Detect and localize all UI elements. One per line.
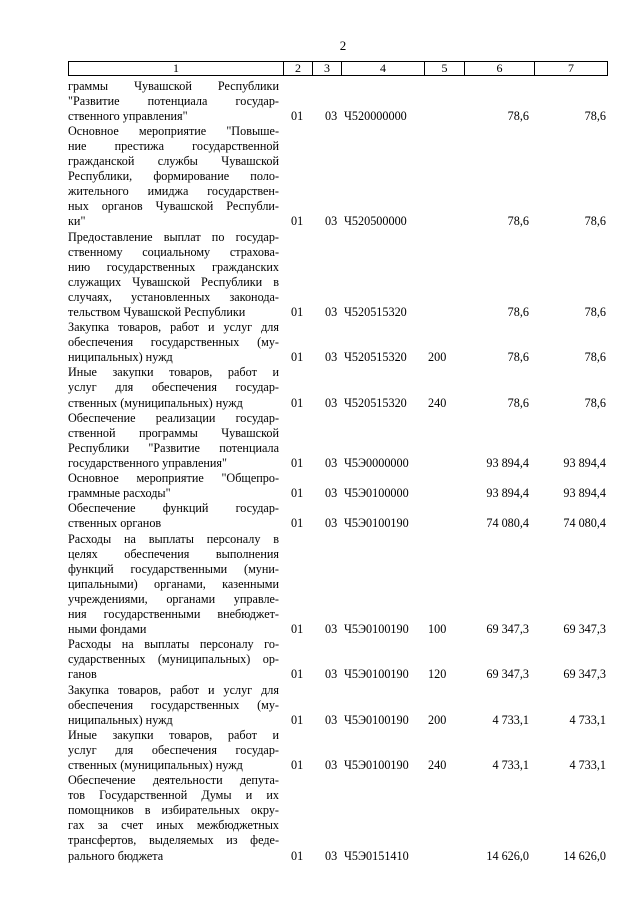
table-row [68,728,608,773]
description-line: целях обеспечения выполнения [68,546,279,561]
cell-col-2: 01 [291,516,304,531]
description-line: ния государственными внебюджет- [68,606,279,621]
description-line: нию государственных гражданских [68,259,279,274]
row-description [68,637,279,682]
cell-col-6: 78,6 [507,350,529,365]
cell-col-2: 01 [291,214,304,229]
cell-col-6: 4 733,1 [492,758,529,773]
description-line: Обеспечение деятельности депута- [68,773,279,788]
row-description [68,230,279,321]
header-col-4: 4 [342,62,425,75]
description-line: Основное мероприятие "Повыше- [68,123,279,138]
cell-col-6: 78,6 [507,395,529,410]
description-line: Основное мероприятие "Общепро- [68,471,279,486]
header-col-1: 1 [69,62,284,75]
cell-col-2: 01 [291,622,304,637]
description-line: сударственных (муниципальных) ор- [68,652,279,667]
description-line: граммы Чувашской Республики [68,78,279,93]
description-line: ственных органов [68,516,162,531]
cell-col-3: 03 [325,848,338,863]
cell-col-2: 01 [291,456,304,471]
description-line: Обеспечение функций государ- [68,501,279,516]
description-line: жительного имиджа государствен- [68,184,279,199]
cell-col-7: 4 733,1 [569,758,606,773]
description-line: ние престижа государственной [68,138,279,153]
cell-col-6: 69 347,3 [486,667,529,682]
cell-col-3: 03 [325,516,338,531]
description-line: гах за счет иных межбюджетных [68,818,279,833]
cell-col-3: 03 [325,758,338,773]
cell-col-2: 01 [291,758,304,773]
description-line: Предоставление выплат по государ- [68,229,279,244]
cell-col-7: 78,6 [584,108,606,123]
description-line: ки" [68,214,86,229]
description-line: Обеспечение реализации государ- [68,410,279,425]
cell-col-7: 78,6 [584,305,606,320]
table-row [68,471,608,501]
description-line: ными фондами [68,622,147,637]
cell-col-4: Ч5Э0100190 [344,758,409,773]
description-line: Закупка товаров, работ и услуг для [68,320,279,335]
header-col-6: 6 [465,62,535,75]
description-line: "Развитие потенциала государ- [68,93,279,108]
header-col-3: 3 [313,62,342,75]
cell-col-4: Ч5Э0151410 [344,848,409,863]
cell-col-3: 03 [325,108,338,123]
cell-col-7: 93 894,4 [563,486,606,501]
cell-col-4: Ч520515320 [344,305,407,320]
cell-col-5: 100 [428,622,447,637]
row-description [68,773,279,864]
row-description [68,501,279,531]
table-header [68,61,608,76]
description-line: функций государственными (муни- [68,561,279,576]
description-line: Иные закупки товаров, работ и [68,727,279,742]
description-line: Республики, формирование поло- [68,169,279,184]
cell-col-3: 03 [325,350,338,365]
cell-col-6: 4 733,1 [492,712,529,727]
table-row [68,79,608,124]
description-line: услуг для обеспечения государ- [68,742,279,757]
description-line: ципальными) органами, казенными [68,576,279,591]
description-line: ганов [68,667,97,682]
cell-col-3: 03 [325,712,338,727]
description-line: Расходы на выплаты персоналу го- [68,637,279,652]
cell-col-4: Ч5Э0100190 [344,516,409,531]
cell-col-4: Ч520515320 [344,350,407,365]
row-description [68,365,279,410]
cell-col-3: 03 [325,667,338,682]
row-description [68,683,279,728]
row-description [68,79,279,124]
cell-col-5: 120 [428,667,447,682]
cell-col-7: 93 894,4 [563,456,606,471]
cell-col-7: 14 626,0 [563,848,606,863]
cell-col-2: 01 [291,108,304,123]
description-line: услуг для обеспечения государ- [68,380,279,395]
description-line: случаях, установленных законода- [68,289,279,304]
description-line: ственному социальному страхова- [68,244,279,259]
cell-col-2: 01 [291,395,304,410]
row-description [68,124,279,230]
description-line: учреждениями, органами управле- [68,591,279,606]
cell-col-5: 240 [428,395,447,410]
cell-col-3: 03 [325,486,338,501]
cell-col-4: Ч520000000 [344,108,407,123]
table-row [68,320,608,365]
cell-col-6: 14 626,0 [486,848,529,863]
description-line: ниципальных) нужд [68,350,173,365]
cell-col-4: Ч520500000 [344,214,407,229]
description-line: ственных (муниципальных) нужд [68,757,243,772]
cell-col-4: Ч5Э0100000 [344,486,409,501]
cell-col-2: 01 [291,486,304,501]
cell-col-3: 03 [325,305,338,320]
table-row [68,365,608,410]
cell-col-4: Ч5Э0000000 [344,456,409,471]
header-col-7: 7 [568,61,574,75]
table-row [68,124,608,230]
cell-col-3: 03 [325,395,338,410]
description-line: ных органов Чувашской Республи- [68,199,279,214]
cell-col-2: 01 [291,712,304,727]
cell-col-6: 78,6 [507,305,529,320]
cell-col-7: 4 733,1 [569,712,606,727]
cell-col-5: 240 [428,758,447,773]
table-row [68,411,608,471]
description-line: ственного управления" [68,108,188,123]
description-line: Закупка товаров, работ и услуг для [68,682,279,697]
cell-col-2: 01 [291,667,304,682]
row-description [68,471,279,501]
cell-col-4: Ч5Э0100190 [344,622,409,637]
row-description [68,320,279,365]
table-row [68,683,608,728]
cell-col-5: 200 [428,350,447,365]
description-line: помощников в избирательных окру- [68,803,279,818]
description-line: ственных (муниципальных) нужд [68,395,243,410]
cell-col-4: Ч520515320 [344,395,407,410]
cell-col-4: Ч5Э0100190 [344,712,409,727]
table-row [68,230,608,321]
cell-col-2: 01 [291,848,304,863]
description-line: тельством Чувашской Республики [68,304,246,319]
cell-col-6: 78,6 [507,108,529,123]
description-line: государственного управления" [68,455,228,470]
page-number: 2 [339,38,347,53]
description-line: обеспечения государственных (му- [68,335,279,350]
table-row [68,532,608,638]
table-row [68,637,608,682]
description-line: гражданской службы Чувашской [68,153,279,168]
cell-col-3: 03 [325,456,338,471]
cell-col-6: 93 894,4 [486,456,529,471]
cell-col-4: Ч5Э0100190 [344,667,409,682]
description-line: ниципальных) нужд [68,712,173,727]
row-description [68,411,279,471]
cell-col-7: 74 080,4 [563,516,606,531]
cell-col-2: 01 [291,350,304,365]
row-description [68,532,279,638]
description-line: трансфертов, выделяемых из феде- [68,833,279,848]
cell-col-7: 78,6 [584,350,606,365]
cell-col-6: 69 347,3 [486,622,529,637]
table-row [68,501,608,531]
row-description [68,728,279,773]
cell-col-7: 69 347,3 [563,622,606,637]
cell-col-3: 03 [325,622,338,637]
cell-col-2: 01 [291,305,304,320]
description-line: Иные закупки товаров, работ и [68,365,279,380]
table-row [68,773,608,864]
description-line: тов Государственной Думы и их [68,788,279,803]
description-line: обеспечения государственных (му- [68,697,279,712]
cell-col-7: 78,6 [584,395,606,410]
cell-col-6: 74 080,4 [486,516,529,531]
cell-col-6: 78,6 [507,214,529,229]
header-col-2: 2 [284,62,313,75]
cell-col-7: 69 347,3 [563,667,606,682]
description-line: Расходы на выплаты персоналу в [68,531,279,546]
description-line: граммные расходы" [68,486,171,501]
cell-col-5: 200 [428,712,447,727]
description-line: Республики "Развитие потенциала [68,440,279,455]
description-line: рального бюджета [68,848,164,863]
cell-col-6: 93 894,4 [486,486,529,501]
description-line: ственной программы Чувашской [68,425,279,440]
cell-col-3: 03 [325,214,338,229]
cell-col-7: 78,6 [584,214,606,229]
description-line: служащих Чувашской Республики в [68,274,279,289]
header-col-5: 5 [425,62,465,75]
